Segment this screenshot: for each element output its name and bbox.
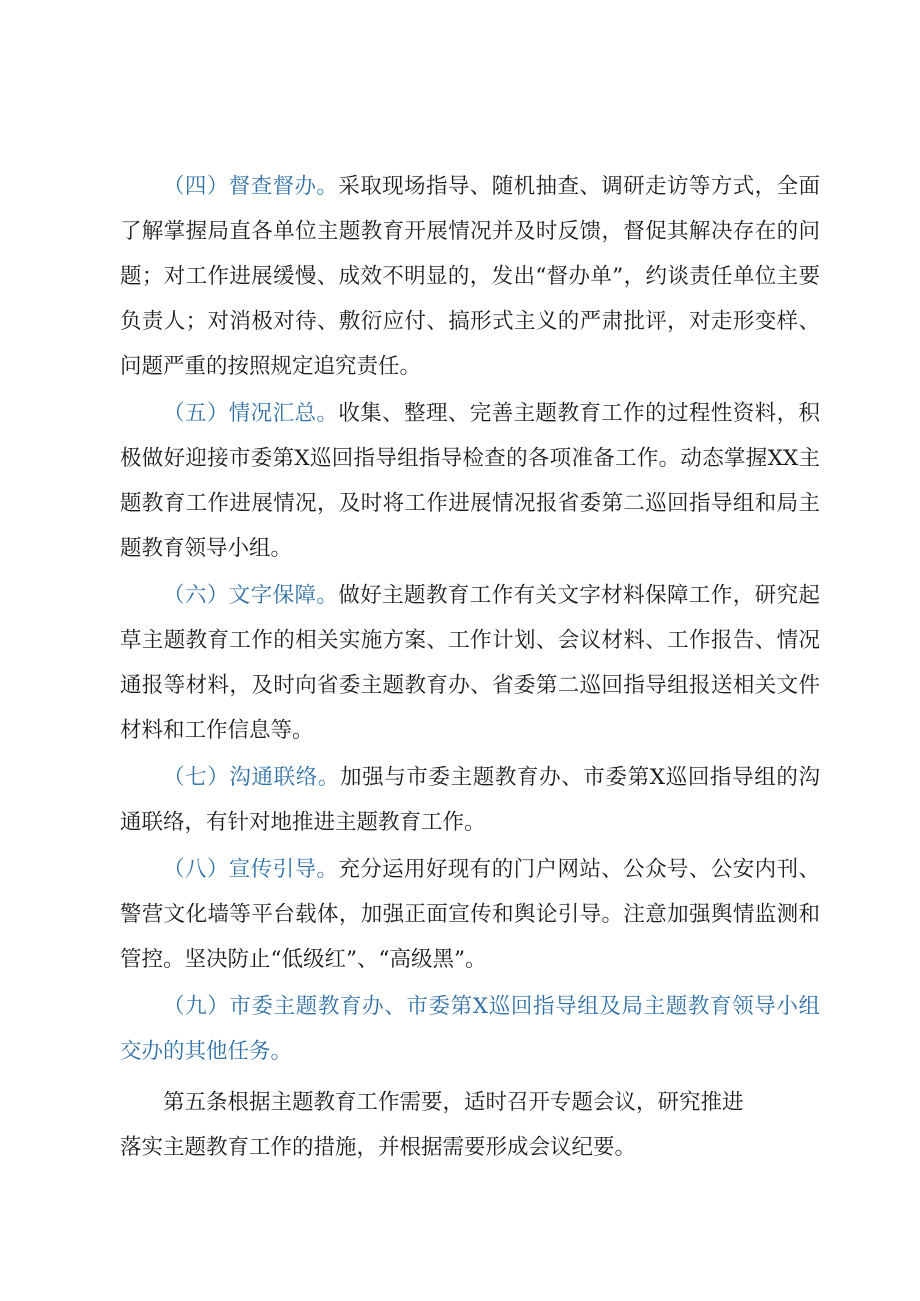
section-heading: （八）宣传引导。 [163, 857, 339, 882]
section-heading: （六）文字保障。 [163, 583, 339, 608]
paragraph-publicity [120, 847, 820, 982]
paragraph-supervision [120, 164, 820, 389]
section-heading: （七）沟通联络。 [163, 765, 341, 790]
paragraph-text: 收集、整理、完善主题教育工作的过程性资料，积极做好迎接市委第X巡回指导组指导检查的各项准备工作。动态掌握XX主题教育工作进展情况，及时将工作进展情况报省委第二巡回指导组和局主题教育领导小组。 [120, 401, 820, 561]
paragraph-summary [120, 391, 820, 571]
section-heading: （五）情况汇总。 [163, 401, 339, 426]
paragraph-text: 充分运用好现有的门户网站、公众号、公安内刊、警营文化墙等平台载体，加强正面宣传和舆论引导。注意加强舆情监测和管控。坚决防止“低级红”、“高级黑”。 [120, 857, 820, 972]
paragraph-text: 采取现场指导、随机抽查、调研走访等方式，全面了解掌握局直各单位主题教育开展情况并及时反馈，督促其解决存在的问题；对工作进展缓慢、成效不明显的，发出“督办单”，约谈责任单位主要负责人；对消极对待、敷衍应付、搞形式主义的严肃批评，对走形变样、问题严重的按照规定追究责任。 [120, 174, 820, 379]
paragraph-text: 做好主题教育工作有关文字材料保障工作，研究起草主题教育工作的相关实施方案、工作计划、会议材料、工作报告、情况通报等材料，及时向省委主题教育办、省委第二巡回指导组报送相关文件材料和工作信息等。 [120, 583, 820, 743]
document-body [120, 164, 820, 1192]
paragraph-liaison [120, 755, 820, 845]
paragraph-other-tasks [120, 984, 820, 1074]
section-heading: （九）市委主题教育办、市委第X巡回指导组及局主题教育领导小组交办的其他任务。 [120, 994, 820, 1064]
article-five: 第五条根据主题教育工作需要，适时召开专题会议，研究推进落实主题教育工作的措施，并根据需要形成会议纪要。 [120, 1090, 744, 1160]
paragraph-writing-support [120, 573, 820, 753]
paragraph-text: 加强与市委主题教育办、市委第X巡回指导组的沟通联络，有针对地推进主题教育工作。 [120, 765, 820, 835]
section-heading: （四）督查督办。 [163, 174, 339, 199]
